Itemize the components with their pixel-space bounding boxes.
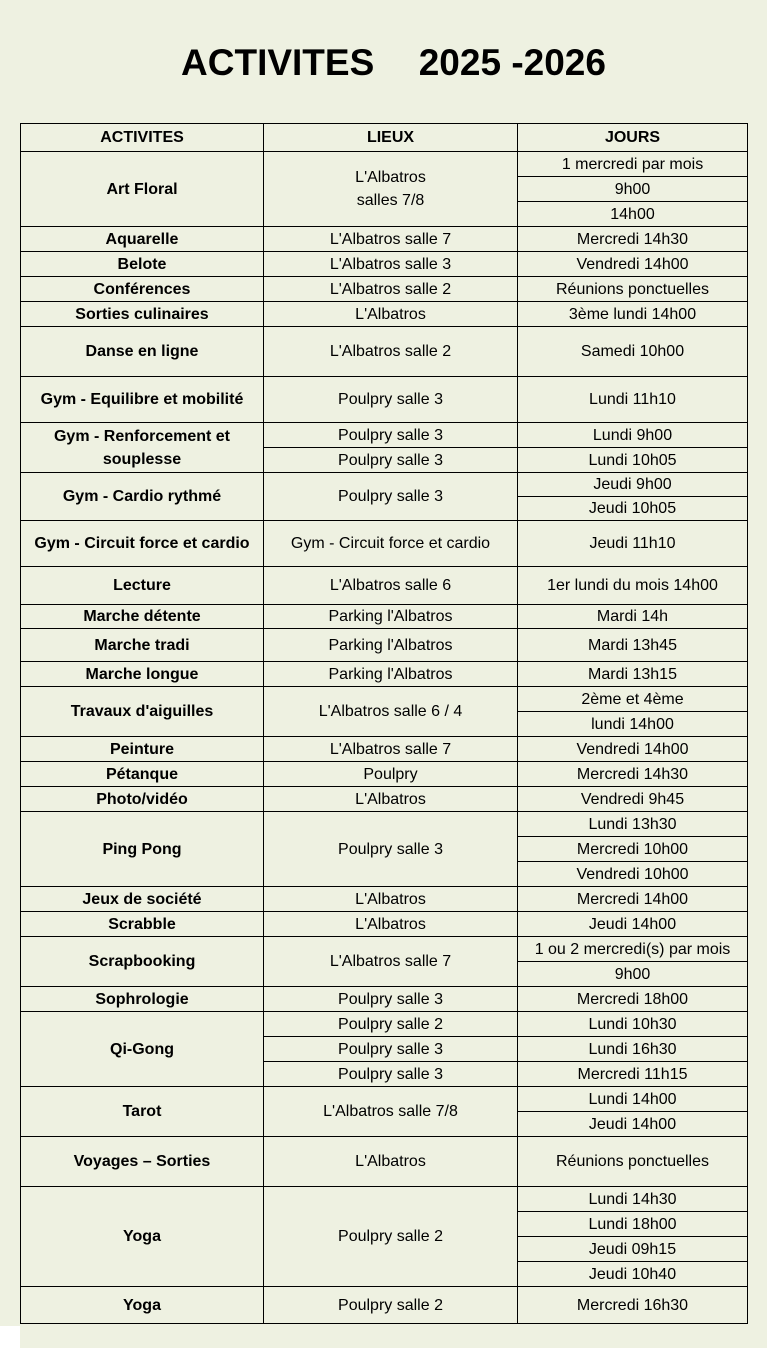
table-row xyxy=(21,377,748,423)
activity-name: Voyages – Sorties xyxy=(21,1137,264,1187)
table-row xyxy=(21,1137,748,1187)
activity-name: Marche tradi xyxy=(21,629,264,662)
activity-name: Ping Pong xyxy=(21,812,264,887)
activity-schedule: Lundi 9h00 xyxy=(518,423,748,448)
activity-name: Scrabble xyxy=(21,912,264,937)
activity-name: Marche détente xyxy=(21,605,264,629)
activity-schedule: Jeudi 09h15 xyxy=(518,1237,748,1262)
activity-schedule: 1er lundi du mois 14h00 xyxy=(518,567,748,605)
table-row xyxy=(21,1287,748,1324)
activity-name: Gym - Equilibre et mobilité xyxy=(21,377,264,423)
activity-schedule: Mercredi 11h15 xyxy=(518,1062,748,1087)
activity-schedule: Lundi 10h05 xyxy=(518,448,748,473)
activity-location: L'Albatros salle 6 xyxy=(264,567,518,605)
activity-schedule: Jeudi 14h00 xyxy=(518,1112,748,1137)
table-row xyxy=(21,1012,748,1037)
activity-schedule: 1 mercredi par mois xyxy=(518,152,748,177)
activity-location: Poulpry xyxy=(264,762,518,787)
activity-location: L'Albatros xyxy=(264,912,518,937)
activity-location: Poulpry salle 3 xyxy=(264,1062,518,1087)
activity-location: L'Albatros salles 7/8 xyxy=(264,152,518,227)
activities-table xyxy=(20,123,748,1324)
activity-name: Peinture xyxy=(21,737,264,762)
activity-schedule: Lundi 18h00 xyxy=(518,1212,748,1237)
activity-location: Parking l'Albatros xyxy=(264,662,518,687)
activity-name: Gym - Circuit force et cardio xyxy=(21,521,264,567)
activity-schedule: Mercredi 14h00 xyxy=(518,887,748,912)
activity-location: Poulpry salle 2 xyxy=(264,1012,518,1037)
table-row xyxy=(21,423,748,448)
activity-location: L'Albatros xyxy=(264,1137,518,1187)
activity-schedule: Réunions ponctuelles xyxy=(518,277,748,302)
activity-schedule: 14h00 xyxy=(518,202,748,227)
activity-location: Poulpry salle 2 xyxy=(264,1287,518,1324)
activity-name: Sophrologie xyxy=(21,987,264,1012)
activity-name: Photo/vidéo xyxy=(21,787,264,812)
activity-location: L'Albatros xyxy=(264,887,518,912)
title-year: 2025 -2026 xyxy=(418,42,606,83)
table-row xyxy=(21,302,748,327)
table-header-row xyxy=(21,124,748,152)
activity-name: Qi-Gong xyxy=(21,1012,264,1087)
corner-patch xyxy=(0,1326,20,1348)
activity-name: Gym - Cardio rythmé xyxy=(21,473,264,521)
table-row xyxy=(21,327,748,377)
table-row xyxy=(21,605,748,629)
activity-location: L'Albatros salle 2 xyxy=(264,327,518,377)
activity-location: Poulpry salle 3 xyxy=(264,377,518,423)
activity-schedule: 9h00 xyxy=(518,177,748,202)
activity-name: Belote xyxy=(21,252,264,277)
activity-location: L'Albatros salle 3 xyxy=(264,252,518,277)
table-row xyxy=(21,252,748,277)
activity-name: Art Floral xyxy=(21,152,264,227)
title-word: ACTIVITES xyxy=(181,42,375,83)
table-row xyxy=(21,787,748,812)
activity-location: L'Albatros xyxy=(264,787,518,812)
activity-schedule: Vendredi 9h45 xyxy=(518,787,748,812)
activity-schedule: Réunions ponctuelles xyxy=(518,1137,748,1187)
activity-location: Parking l'Albatros xyxy=(264,605,518,629)
activity-schedule: Lundi 14h00 xyxy=(518,1087,748,1112)
activity-name: Sorties culinaires xyxy=(21,302,264,327)
activity-location: L'Albatros salle 7 xyxy=(264,737,518,762)
header-lieux: LIEUX xyxy=(264,124,518,152)
activity-location: Poulpry salle 3 xyxy=(264,448,518,473)
activity-schedule: Mercredi 10h00 xyxy=(518,837,748,862)
activity-location: Poulpry salle 3 xyxy=(264,987,518,1012)
activity-name: Pétanque xyxy=(21,762,264,787)
table-row xyxy=(21,521,748,567)
activity-location: L'Albatros xyxy=(264,302,518,327)
table-row xyxy=(21,937,748,962)
activity-schedule: Lundi 16h30 xyxy=(518,1037,748,1062)
table-row xyxy=(21,912,748,937)
activity-name: Tarot xyxy=(21,1087,264,1137)
page-title xyxy=(0,38,767,88)
activity-location: L'Albatros salle 2 xyxy=(264,277,518,302)
table-row xyxy=(21,687,748,712)
header-jours: JOURS xyxy=(518,124,748,152)
activity-schedule: Jeudi 10h40 xyxy=(518,1262,748,1287)
activity-schedule: 3ème lundi 14h00 xyxy=(518,302,748,327)
table-row xyxy=(21,887,748,912)
activity-schedule: Jeudi 9h00 xyxy=(518,473,748,497)
activity-schedule: Mercredi 18h00 xyxy=(518,987,748,1012)
activity-name: Scrapbooking xyxy=(21,937,264,987)
activity-schedule: Jeudi 14h00 xyxy=(518,912,748,937)
table-row xyxy=(21,152,748,177)
activity-schedule: Mardi 13h45 xyxy=(518,629,748,662)
activity-location: Parking l'Albatros xyxy=(264,629,518,662)
activity-name: Gym - Renforcement et souplesse xyxy=(21,423,264,473)
activity-name: Lecture xyxy=(21,567,264,605)
activity-location: L'Albatros salle 7/8 xyxy=(264,1087,518,1137)
activity-name: Marche longue xyxy=(21,662,264,687)
table-row xyxy=(21,1087,748,1112)
activity-name: Travaux d'aiguilles xyxy=(21,687,264,737)
activity-schedule: Vendredi 10h00 xyxy=(518,862,748,887)
activity-schedule: Jeudi 11h10 xyxy=(518,521,748,567)
table-row xyxy=(21,812,748,837)
activity-location: L'Albatros salle 6 / 4 xyxy=(264,687,518,737)
activity-location: Poulpry salle 3 xyxy=(264,812,518,887)
activity-name: Danse en ligne xyxy=(21,327,264,377)
activity-location: L'Albatros salle 7 xyxy=(264,227,518,252)
table-row xyxy=(21,1187,748,1212)
activity-schedule: Mercredi 16h30 xyxy=(518,1287,748,1324)
activity-schedule: 9h00 xyxy=(518,962,748,987)
activity-location: Poulpry salle 3 xyxy=(264,1037,518,1062)
activity-schedule: Mardi 14h xyxy=(518,605,748,629)
activity-name: Jeux de société xyxy=(21,887,264,912)
table-row xyxy=(21,277,748,302)
activity-location: Poulpry salle 2 xyxy=(264,1187,518,1287)
table-body xyxy=(21,152,748,1324)
table-row xyxy=(21,629,748,662)
activity-schedule: Lundi 11h10 xyxy=(518,377,748,423)
table-row xyxy=(21,987,748,1012)
activity-schedule: Vendredi 14h00 xyxy=(518,737,748,762)
activity-schedule: Lundi 13h30 xyxy=(518,812,748,837)
activity-name: Aquarelle xyxy=(21,227,264,252)
activity-location: Poulpry salle 3 xyxy=(264,423,518,448)
table-row xyxy=(21,227,748,252)
header-activites: ACTIVITES xyxy=(21,124,264,152)
activity-location: L'Albatros salle 7 xyxy=(264,937,518,987)
activity-location: Poulpry salle 3 xyxy=(264,473,518,521)
activity-schedule: lundi 14h00 xyxy=(518,712,748,737)
table-row xyxy=(21,473,748,497)
activity-location: Gym - Circuit force et cardio xyxy=(264,521,518,567)
activity-schedule: 2ème et 4ème xyxy=(518,687,748,712)
table-row xyxy=(21,762,748,787)
activity-schedule: Mercredi 14h30 xyxy=(518,227,748,252)
activity-schedule: Jeudi 10h05 xyxy=(518,497,748,521)
activity-name: Yoga xyxy=(21,1187,264,1287)
activity-schedule: Mardi 13h15 xyxy=(518,662,748,687)
activity-name: Yoga xyxy=(21,1287,264,1324)
activity-schedule: Lundi 10h30 xyxy=(518,1012,748,1037)
activity-schedule: 1 ou 2 mercredi(s) par mois xyxy=(518,937,748,962)
activity-schedule: Vendredi 14h00 xyxy=(518,252,748,277)
table-row xyxy=(21,662,748,687)
activity-schedule: Samedi 10h00 xyxy=(518,327,748,377)
table-row xyxy=(21,737,748,762)
table-row xyxy=(21,567,748,605)
activity-name: Conférences xyxy=(21,277,264,302)
activity-schedule: Lundi 14h30 xyxy=(518,1187,748,1212)
activity-schedule: Mercredi 14h30 xyxy=(518,762,748,787)
